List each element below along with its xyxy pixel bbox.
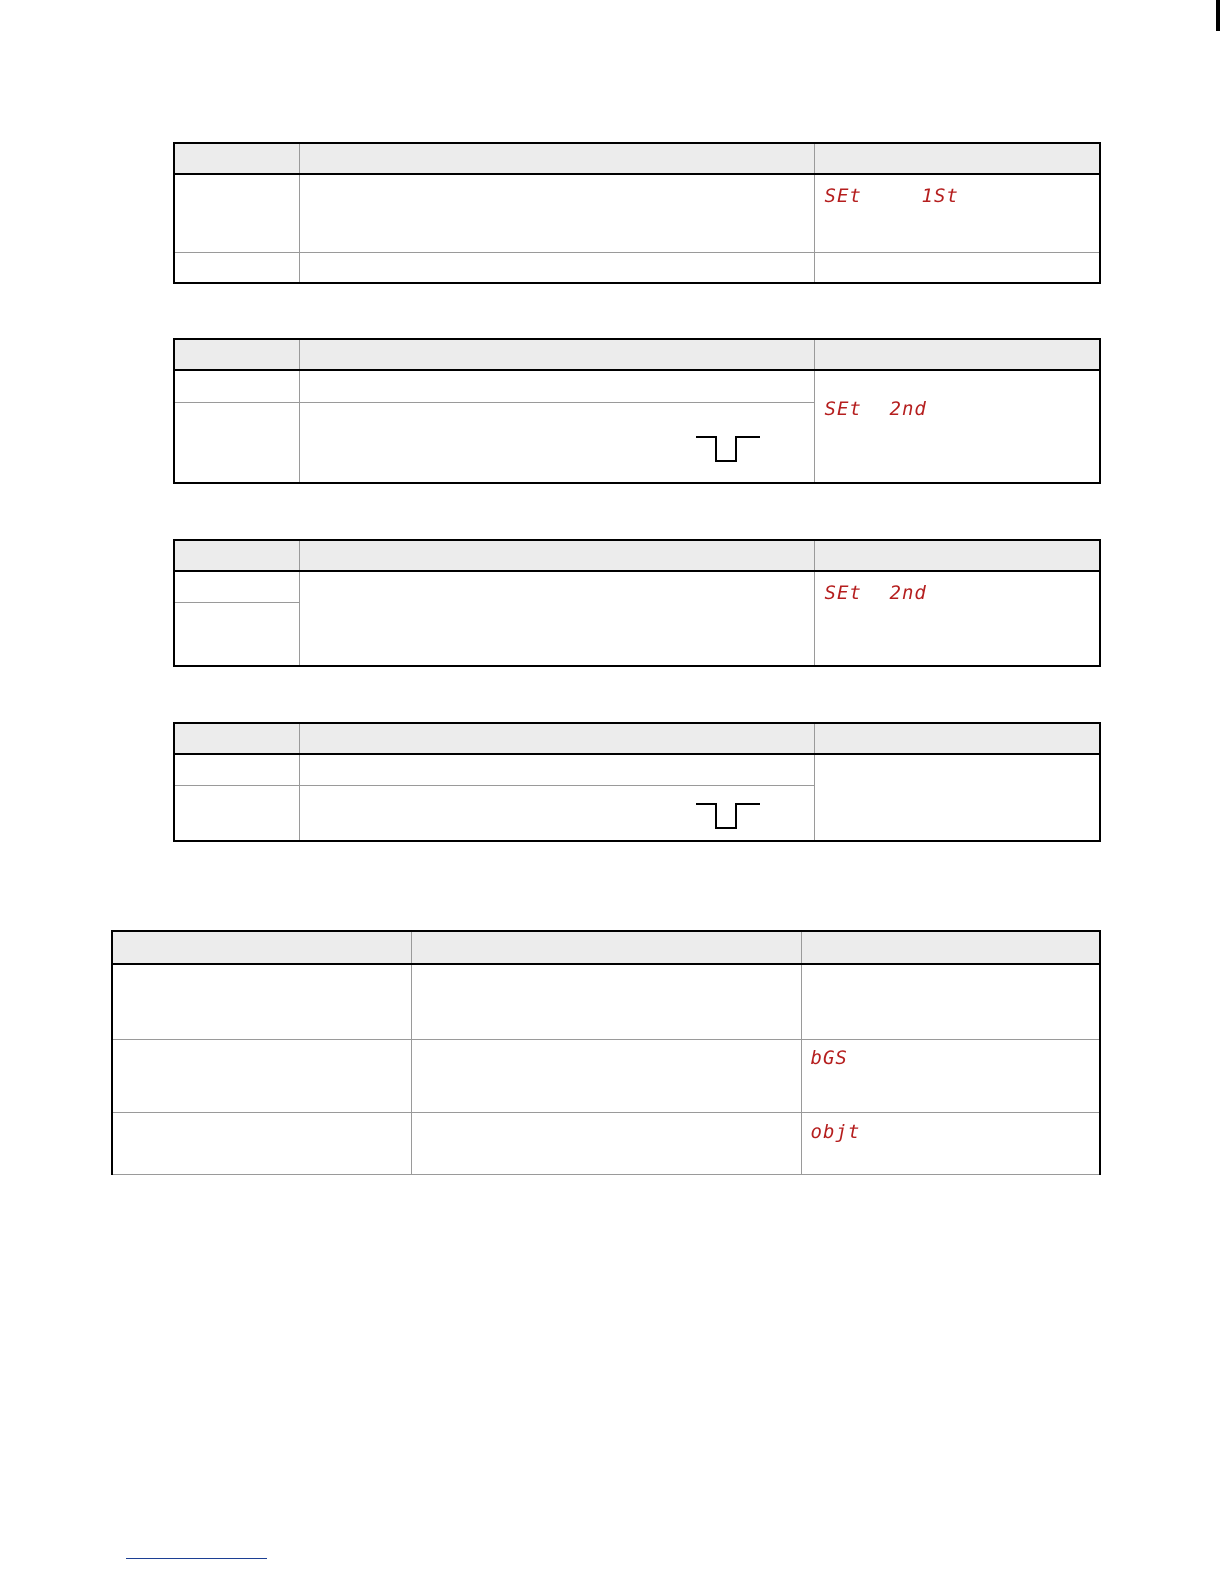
table-row: [174, 370, 1100, 402]
description-cell: [411, 964, 801, 1039]
display-readout-bgs: bGS: [810, 1046, 848, 1069]
header-cell-step: [174, 540, 299, 571]
header-cell-action: [299, 540, 814, 571]
table-row: [174, 571, 1100, 602]
table-row: [112, 1039, 1100, 1112]
table-header-row: [174, 339, 1100, 370]
procedure-table-1: [173, 142, 1101, 284]
table-row: [112, 964, 1100, 1039]
header-cell-result: [814, 540, 1100, 571]
step-cell: [174, 252, 299, 283]
condition-cell: [112, 1039, 411, 1112]
header-cell-step: [174, 723, 299, 754]
step-cell: [174, 370, 299, 402]
table-row: [174, 754, 1100, 785]
footer-link-underline[interactable]: [126, 1558, 267, 1559]
condition-cell: [112, 1112, 411, 1174]
table-header-row: [174, 540, 1100, 571]
action-cell: [299, 754, 814, 785]
header-cell-result: [814, 339, 1100, 370]
pulse-icon: [694, 435, 764, 463]
header-cell-action: [299, 723, 814, 754]
procedure-table-4: [173, 722, 1101, 842]
description-cell: [411, 1039, 801, 1112]
table-row: [112, 1112, 1100, 1174]
step-cell: [174, 571, 299, 602]
display-readout-set: SEt: [824, 582, 862, 604]
header-cell-step: [174, 143, 299, 174]
display-cell: [801, 964, 1100, 1039]
action-cell: [299, 402, 814, 483]
display-readout-2nd: 2nd: [889, 398, 927, 420]
header-cell-step: [174, 339, 299, 370]
display-cell: [801, 1112, 1100, 1174]
procedure-table-3: [173, 539, 1101, 667]
result-cell: [814, 174, 1100, 252]
step-cell: [174, 174, 299, 252]
header-cell-description: [411, 931, 801, 964]
header-cell-action: [299, 339, 814, 370]
table-header-row: [174, 143, 1100, 174]
table-header-row: [112, 931, 1100, 964]
procedure-table-2: [173, 338, 1101, 484]
header-cell-result: [814, 723, 1100, 754]
result-cell: [814, 370, 1100, 483]
action-cell: [299, 252, 814, 283]
description-cell: [411, 1112, 801, 1174]
header-cell-result: [814, 143, 1100, 174]
header-cell-action: [299, 143, 814, 174]
display-readout-set: SEt: [824, 398, 862, 420]
display-readout-1st: 1St: [921, 185, 959, 207]
display-readout-set: SEt: [824, 185, 862, 207]
table-row: [174, 174, 1100, 252]
result-cell: [814, 571, 1100, 666]
step-cell: [174, 602, 299, 666]
header-cell-display: [801, 931, 1100, 964]
result-cell: [814, 252, 1100, 283]
display-readout-objt: objt: [810, 1120, 861, 1143]
action-cell: [299, 571, 814, 666]
step-cell: [174, 402, 299, 483]
action-cell: [299, 370, 814, 402]
table-header-row: [174, 723, 1100, 754]
page-edge-mark: [1216, 0, 1220, 31]
action-cell: [299, 785, 814, 841]
condition-cell: [112, 964, 411, 1039]
header-cell-condition: [112, 931, 411, 964]
pulse-icon: [694, 802, 764, 830]
procedure-table-5: [111, 930, 1101, 1175]
action-cell: [299, 174, 814, 252]
display-readout-2nd: 2nd: [889, 582, 927, 604]
step-cell: [174, 754, 299, 785]
display-cell: [801, 1039, 1100, 1112]
step-cell: [174, 785, 299, 841]
table-row: [174, 252, 1100, 283]
result-cell: [814, 754, 1100, 841]
